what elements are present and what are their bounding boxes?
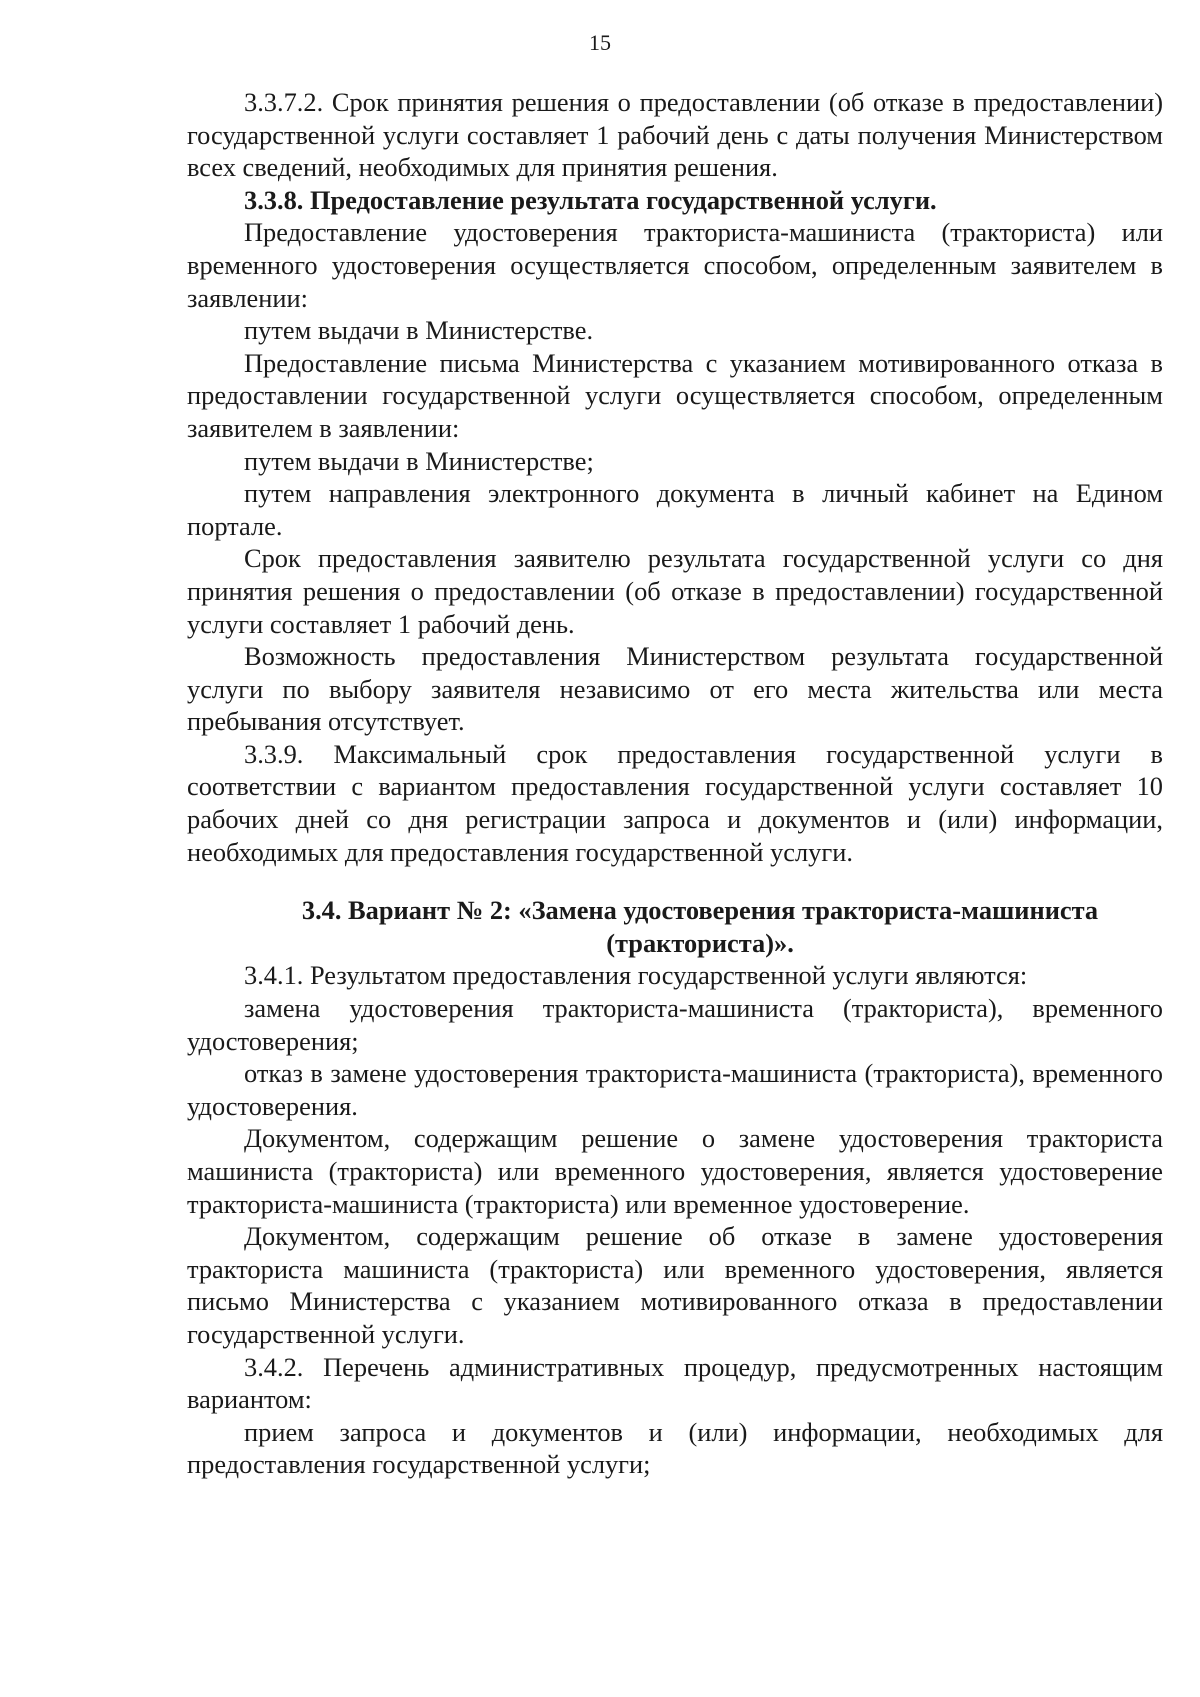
document-body xyxy=(187,86,1163,1481)
paragraph: Срок предоставления заявителю результата государственной услуги со дня принятия решения о предоставлении (об отказе в предоставлении) государственной услуги составляет 1 рабочий день. xyxy=(187,543,1163,639)
paragraph-342: 3.4.2. Перечень административных процедур, предусмотренных настоящим вариантом: xyxy=(187,1351,1163,1415)
paragraph-341: 3.4.1. Результатом предоставления государственной услуги являются: xyxy=(244,960,1028,991)
paragraph: замена удостоверения тракториста-машиниста (тракториста), временного удостоверения; xyxy=(187,993,1163,1056)
section-heading-338: 3.3.8. Предоставление результата государственной услуги. xyxy=(244,184,937,215)
paragraph: отказ в замене удостоверения тракториста-машиниста (тракториста), временного удостоверения. xyxy=(187,1058,1163,1121)
paragraph: путем выдачи в Министерстве; xyxy=(244,445,594,476)
paragraph: Предоставление письма Министерства с указанием мотивированного отказа в предоставлении государственной услуги осуществляется способом, определенным заявителем в заявлении: xyxy=(187,347,1163,443)
paragraph-3372: 3.3.7.2. Срок принятия решения о предоставлении (об отказе в предоставлении) государственной услуги составляет 1 рабочий день с даты получения Министерством всех сведений, необходимых для принятия решения. xyxy=(187,87,1163,183)
section-heading-34: 3.4. Вариант № 2: «Замена удостоверения тракториста-машиниста (тракториста)». xyxy=(301,895,1099,958)
paragraph: Предоставление удостоверения тракториста-машиниста (тракториста) или временного удостоверения осуществляется способом, определенным заявителем в заявлении: xyxy=(187,217,1163,313)
page-number: 15 xyxy=(589,30,611,55)
paragraph: прием запроса и документов и (или) информации, необходимых для предоставления государственной услуги; xyxy=(187,1416,1163,1480)
paragraph: Документом, содержащим решение о замене удостоверения тракториста машиниста (тракториста) или временного удостоверения, является удостоверение тракториста-машиниста (тракториста) или временное удостоверение. xyxy=(187,1123,1163,1219)
paragraph-339: 3.3.9. Максимальный срок предоставления государственной услуги в соответствии с вариантом предоставления государственной услуги составляет 10 рабочих дней со дня регистрации запроса и документов и (или) информации, необходимых для предоставления государственной услуги. xyxy=(187,738,1163,867)
paragraph: путем выдачи в Министерстве. xyxy=(244,315,594,346)
paragraph: Возможность предоставления Министерством результата государственной услуги по выбору заявителя независимо от его места жительства или места пребывания отсутствует. xyxy=(187,641,1163,737)
paragraph: Документом, содержащим решение об отказе в замене удостоверения тракториста машиниста (тракториста) или временного удостоверения, является письмо Министерства с указанием мотивированного отказа в предоставлении государственной услуги. xyxy=(187,1221,1163,1349)
paragraph: путем направления электронного документа в личный кабинет на Едином портале. xyxy=(187,478,1163,541)
